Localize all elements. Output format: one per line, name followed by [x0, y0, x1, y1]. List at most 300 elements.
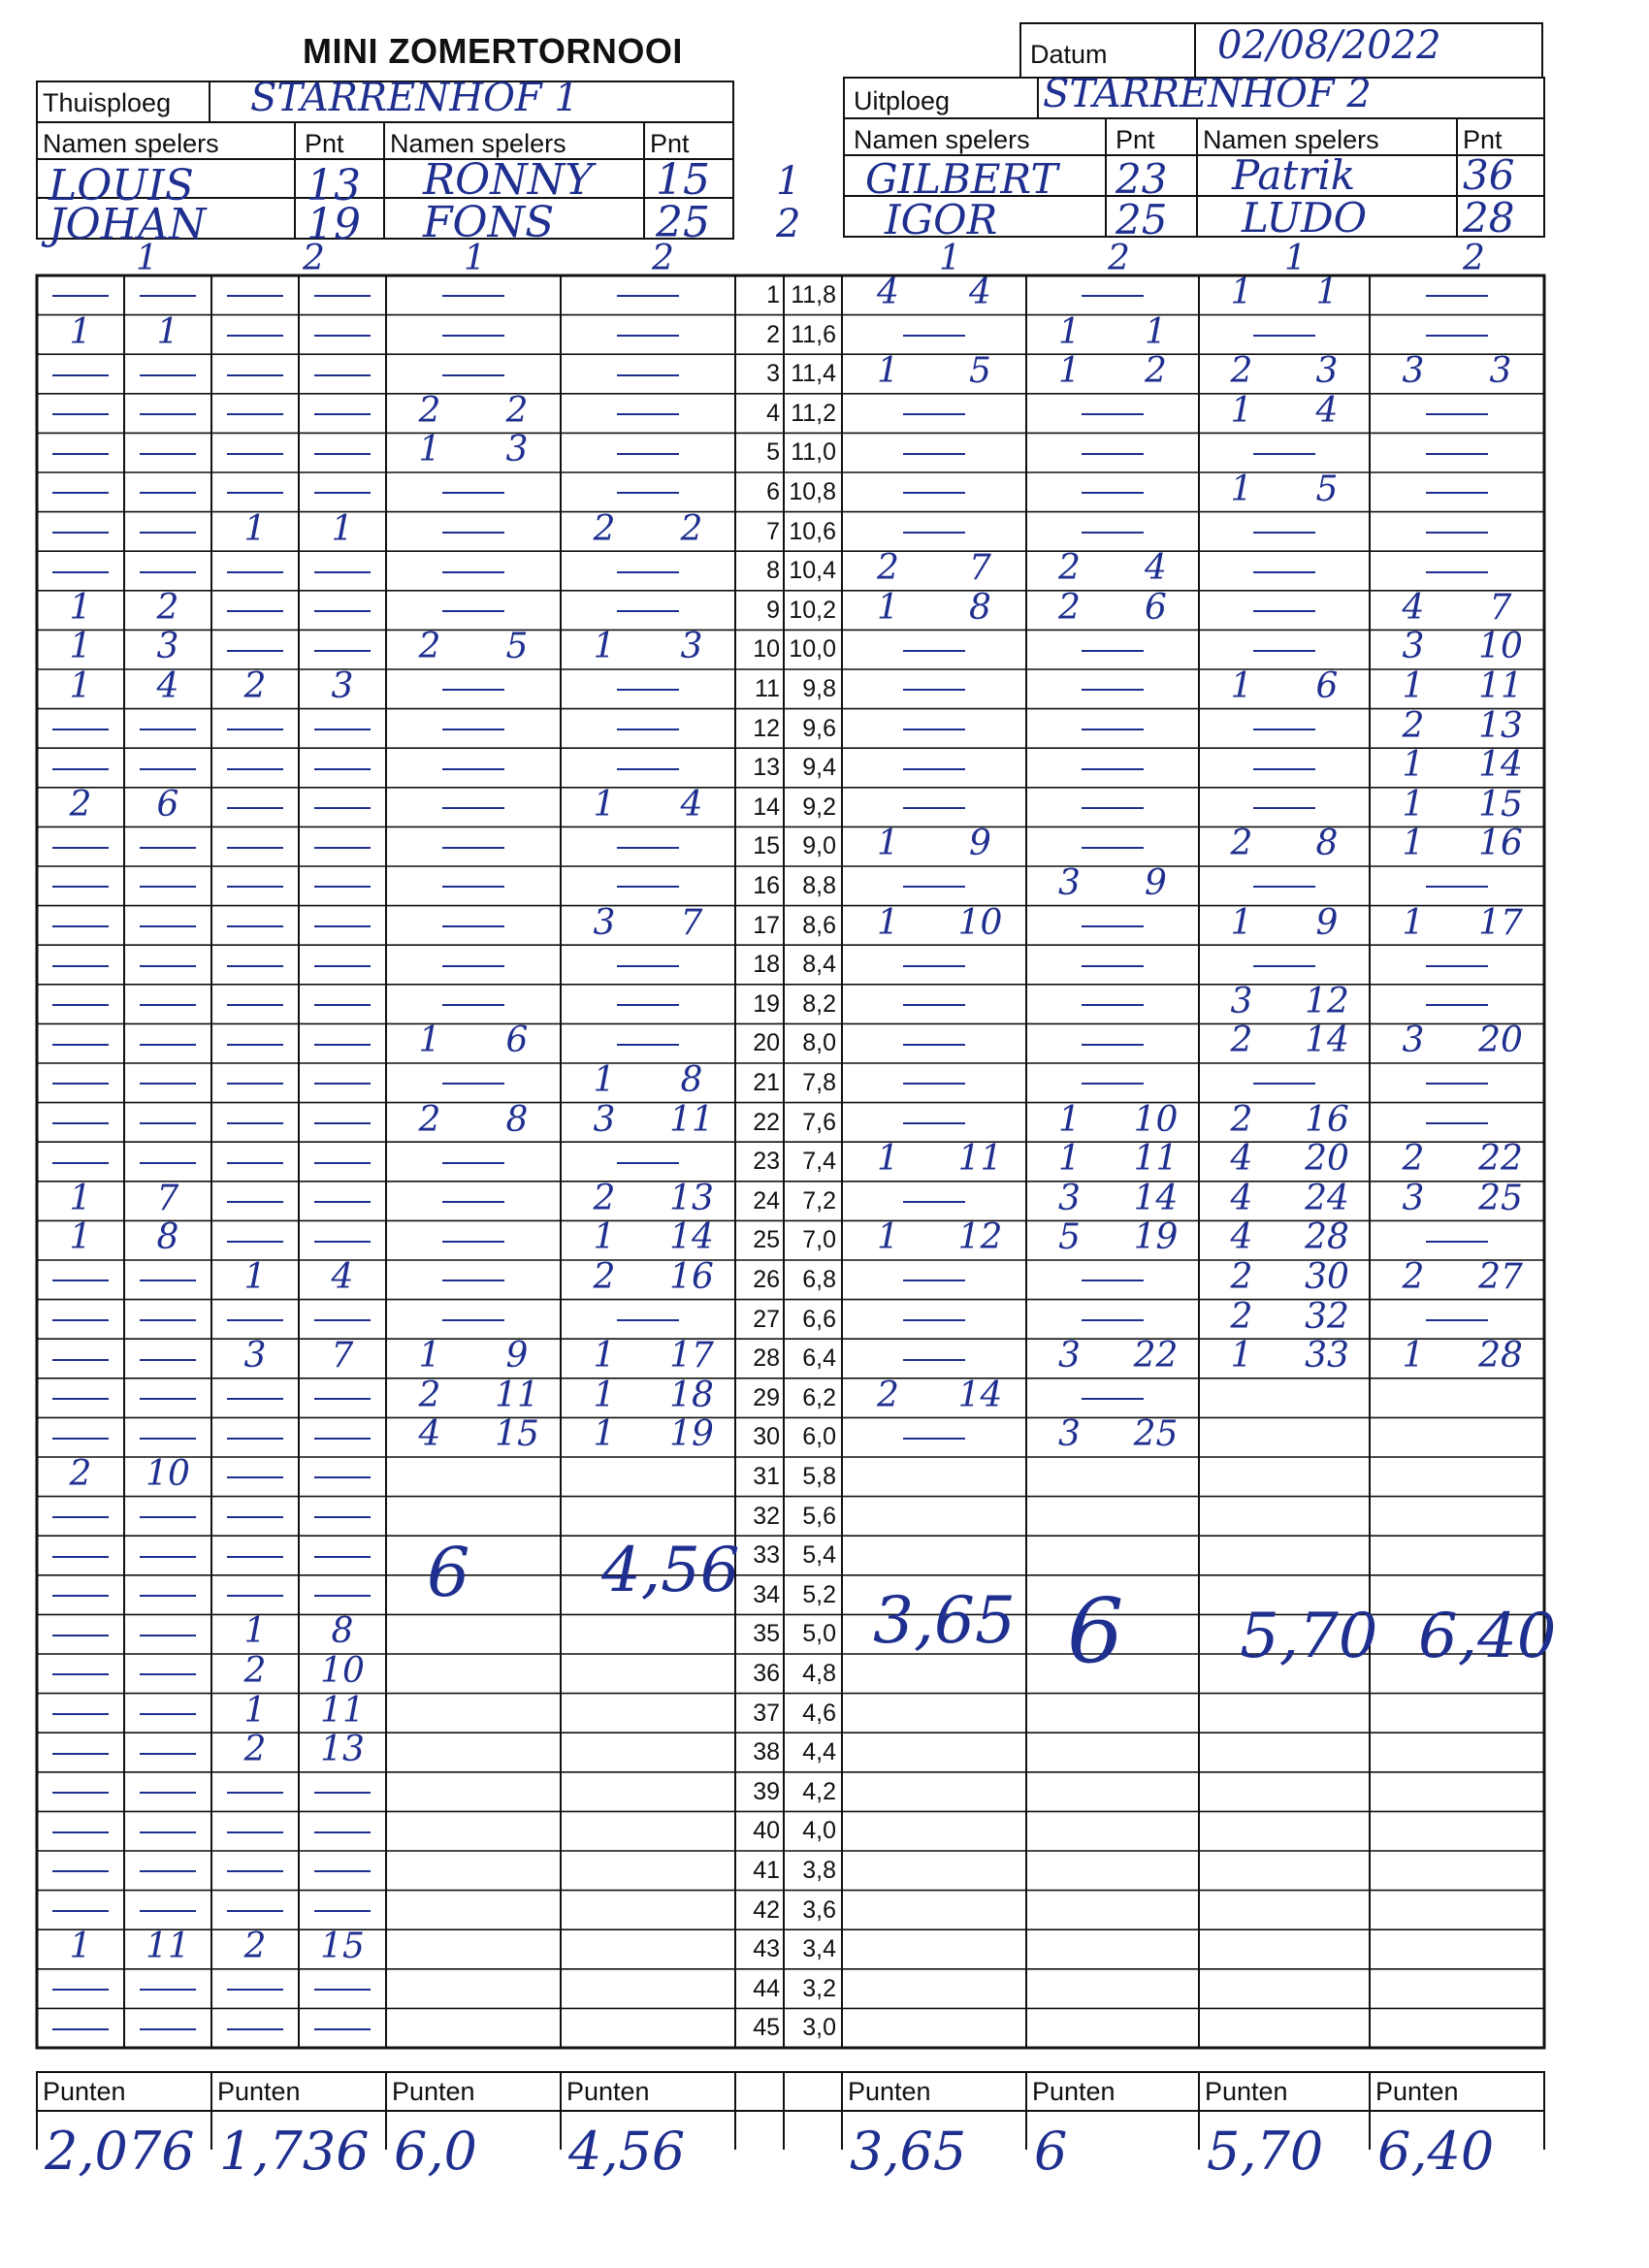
home-names-label-left: Namen spelers	[43, 129, 219, 158]
home-player-2-left: JOHAN	[48, 200, 207, 249]
dash-mark	[140, 1044, 196, 1046]
row-factor: 4,4	[802, 1738, 836, 1766]
score-entry-total: 11	[1478, 666, 1523, 706]
score-entry-count: 1	[1058, 1099, 1081, 1140]
average-1: 6	[427, 1533, 470, 1612]
row-factor: 3,4	[802, 1935, 836, 1963]
score-entry-total: 27	[1478, 1257, 1523, 1297]
dash-mark	[1426, 1241, 1488, 1243]
row-number: 26	[753, 1266, 780, 1293]
score-entry-total: 5	[505, 627, 529, 667]
sub-header-1: 1	[136, 239, 158, 278]
dash-mark	[227, 1083, 283, 1085]
dash-mark	[140, 1004, 196, 1006]
dash-mark	[1082, 1398, 1144, 1400]
away-pnt-label-left: Pnt	[1116, 125, 1155, 154]
score-entry-count: 2	[69, 784, 92, 825]
score-entry-count: 1	[69, 587, 92, 628]
row-factor: 3,8	[802, 1857, 836, 1884]
dash-mark	[227, 925, 283, 927]
average-4: 6	[1067, 1579, 1124, 1683]
row-number: 5	[766, 438, 780, 467]
dash-mark	[227, 1201, 283, 1203]
row-number: 36	[753, 1660, 780, 1687]
dash-mark	[140, 1831, 196, 1833]
row-number: 45	[753, 2014, 780, 2042]
score-entry-count: 2	[243, 1927, 267, 1967]
thuisploeg-label: Thuisploeg	[43, 88, 172, 117]
dash-mark	[903, 532, 965, 534]
score-entry-total: 22	[1133, 1336, 1179, 1377]
score-entry-count: 5	[1058, 1217, 1081, 1258]
score-entry-count: 1	[1058, 311, 1081, 352]
punten-total-1: 2,076	[45, 2121, 195, 2182]
dash-mark	[1253, 768, 1315, 770]
row-number: 22	[753, 1108, 780, 1136]
score-entry-count: 2	[1230, 351, 1253, 392]
row-number: 13	[753, 754, 780, 782]
score-entry-count: 1	[69, 1178, 92, 1218]
score-entry-total: 14	[957, 1375, 1003, 1415]
punten-total-5: 3,65	[850, 2121, 967, 2182]
punten-label-6: Punten	[1032, 2077, 1116, 2106]
row-factor: 10,6	[789, 517, 836, 545]
dash-mark	[52, 1438, 109, 1440]
dash-mark	[140, 1438, 196, 1440]
home-player-1-right-pnt: 15	[656, 155, 710, 205]
dash-mark	[314, 374, 371, 376]
dash-mark	[617, 689, 679, 691]
score-entry-count: 2	[243, 666, 267, 706]
score-entry-count: 4	[1230, 1178, 1253, 1218]
score-entry-count: 2	[593, 1257, 616, 1297]
dash-mark	[52, 295, 109, 297]
score-entry-count: 1	[593, 1060, 616, 1100]
score-entry-count: 1	[1402, 784, 1425, 825]
score-entry-total: 30	[1305, 1257, 1349, 1297]
dash-mark	[1082, 965, 1144, 967]
dash-mark	[617, 335, 679, 337]
dash-mark	[314, 1201, 371, 1203]
dash-mark	[52, 1004, 109, 1006]
dash-mark	[314, 1910, 371, 1912]
score-entry-count: 2	[1402, 1139, 1425, 1180]
datum-label: Datum	[1030, 40, 1108, 69]
dash-mark	[227, 1122, 283, 1124]
row-factor: 5,0	[802, 1620, 836, 1648]
dash-mark	[227, 571, 283, 573]
dash-mark	[314, 847, 371, 849]
dash-mark	[227, 453, 283, 455]
score-entry-total: 7	[156, 1178, 179, 1218]
score-entry-count: 3	[1402, 1178, 1425, 1218]
dash-mark	[1082, 413, 1144, 415]
dash-mark	[314, 453, 371, 455]
row-number: 8	[766, 557, 780, 585]
dash-mark	[140, 965, 196, 967]
dash-mark	[227, 2028, 283, 2030]
dash-mark	[1426, 1319, 1488, 1321]
score-entry-total: 6	[1145, 587, 1167, 628]
dash-mark	[227, 374, 283, 376]
score-entry-count: 1	[1058, 1139, 1081, 1180]
dash-mark	[617, 295, 679, 297]
score-entry-count: 1	[593, 1217, 616, 1258]
dash-mark	[140, 295, 196, 297]
score-entry-count: 1	[1230, 902, 1253, 943]
score-entry-total: 25	[1478, 1178, 1523, 1218]
dash-mark	[52, 1713, 109, 1715]
dash-mark	[1082, 768, 1144, 770]
row-number: 42	[753, 1895, 780, 1924]
score-entry-total: 19	[1133, 1217, 1179, 1258]
punten-label-4: Punten	[566, 2077, 650, 2106]
dash-mark	[442, 1083, 504, 1085]
dash-mark	[227, 610, 283, 612]
score-entry-total: 25	[1133, 1414, 1179, 1455]
score-entry-count: 1	[69, 1927, 92, 1967]
dash-mark	[52, 2028, 109, 2030]
dash-mark	[140, 1910, 196, 1912]
row-factor: 7,4	[802, 1148, 836, 1176]
dash-mark	[617, 374, 679, 376]
row-factor: 9,6	[802, 714, 836, 742]
score-entry-count: 1	[1402, 666, 1425, 706]
score-entry-count: 1	[418, 430, 441, 470]
row-number: 43	[753, 1935, 780, 1963]
score-entry-total: 11	[320, 1690, 365, 1731]
dash-mark	[903, 1359, 965, 1361]
sub-header-6: 2	[1108, 239, 1130, 278]
dash-mark	[227, 886, 283, 888]
dash-mark	[52, 1910, 109, 1912]
dash-mark	[442, 1201, 504, 1203]
dash-mark	[227, 1910, 283, 1912]
dash-mark	[140, 413, 196, 415]
row-number: 6	[766, 478, 780, 505]
score-entry-total: 10	[1478, 627, 1523, 667]
dash-mark	[442, 925, 504, 927]
score-entry-count: 2	[1058, 587, 1081, 628]
score-entry-count: 2	[243, 1730, 267, 1770]
dash-mark	[314, 1162, 371, 1164]
score-entry-total: 4	[1145, 548, 1167, 589]
row-number: 34	[753, 1580, 780, 1608]
row-number: 19	[753, 989, 780, 1018]
score-entry-total: 11	[1133, 1139, 1179, 1180]
dash-mark	[314, 1556, 371, 1558]
away-names-label-left: Namen spelers	[854, 125, 1030, 154]
dash-mark	[1253, 335, 1315, 337]
dash-mark	[314, 729, 371, 730]
row-factor: 7,0	[802, 1226, 836, 1254]
dash-mark	[903, 492, 965, 494]
score-entry-total: 20	[1305, 1139, 1349, 1180]
row-factor: 9,8	[802, 675, 836, 702]
dash-mark	[1082, 1280, 1144, 1281]
dash-mark	[52, 1792, 109, 1794]
dash-mark	[140, 1595, 196, 1597]
score-entry-count: 1	[593, 784, 616, 825]
dash-mark	[1082, 295, 1144, 297]
row-number: 37	[753, 1699, 780, 1727]
dash-mark	[903, 886, 965, 888]
dash-mark	[903, 768, 965, 770]
dash-mark	[52, 965, 109, 967]
score-entry-total: 8	[969, 587, 991, 628]
dash-mark	[140, 1319, 196, 1321]
row-number: 1	[766, 281, 780, 308]
dash-mark	[903, 650, 965, 652]
score-entry-count: 3	[1058, 1178, 1081, 1218]
row-factor: 10,4	[789, 557, 836, 585]
dash-mark	[227, 1870, 283, 1872]
thuisploeg-value: STARRENHOF 1	[250, 76, 579, 120]
score-entry-count: 2	[69, 1454, 92, 1494]
row-marker-2: 2	[776, 202, 801, 246]
score-entry-count: 1	[593, 1375, 616, 1415]
score-entry-count: 4	[1402, 587, 1425, 628]
home-player-1-right: RONNY	[423, 155, 594, 205]
away-names-label-right: Namen spelers	[1203, 125, 1379, 154]
dash-mark	[52, 1870, 109, 1872]
score-entry-count: 1	[1230, 470, 1253, 509]
score-entry-total: 9	[1145, 863, 1167, 903]
dash-mark	[903, 1122, 965, 1124]
away-player-2-right-pnt: 28	[1463, 194, 1515, 242]
score-entry-count: 1	[418, 1021, 441, 1061]
dash-mark	[314, 1870, 371, 1872]
away-player-1-right: Patrik	[1232, 151, 1356, 199]
dash-mark	[1082, 925, 1144, 927]
sub-header-4: 2	[652, 239, 674, 278]
dash-mark	[227, 1241, 283, 1243]
dash-mark	[617, 1162, 679, 1164]
score-entry-total: 11	[495, 1375, 539, 1415]
dash-mark	[1426, 295, 1488, 297]
score-entry-total: 2	[505, 390, 529, 431]
dash-mark	[1082, 689, 1144, 691]
dash-mark	[227, 1476, 283, 1478]
sub-header-2: 2	[303, 239, 325, 278]
dash-mark	[617, 886, 679, 888]
dash-mark	[617, 1044, 679, 1046]
dash-mark	[227, 847, 283, 849]
score-entry-count: 2	[877, 548, 899, 589]
dash-mark	[442, 610, 504, 612]
dash-mark	[442, 1241, 504, 1243]
punten-label-3: Punten	[392, 2077, 475, 2106]
home-names-label-right: Namen spelers	[390, 129, 566, 158]
dash-mark	[1426, 571, 1488, 573]
score-entry-total: 33	[1305, 1336, 1349, 1377]
row-factor: 4,8	[802, 1660, 836, 1687]
score-entry-count: 2	[593, 1178, 616, 1218]
row-factor: 9,2	[802, 793, 836, 821]
dash-mark	[314, 413, 371, 415]
home-player-2-left-pnt: 19	[307, 200, 361, 249]
score-entry-total: 6	[505, 1021, 529, 1061]
row-factor: 11,6	[791, 320, 836, 348]
dash-mark	[52, 1516, 109, 1518]
score-entry-total: 8	[680, 1060, 703, 1100]
dash-mark	[1426, 335, 1488, 337]
dash-mark	[903, 1004, 965, 1006]
row-factor: 6,0	[802, 1423, 836, 1451]
row-factor: 10,8	[789, 478, 836, 505]
dash-mark	[314, 1438, 371, 1440]
dash-mark	[227, 729, 283, 730]
dash-mark	[140, 1162, 196, 1164]
dash-mark	[52, 492, 109, 494]
score-entry-count: 2	[418, 1375, 441, 1415]
dash-mark	[140, 2028, 196, 2030]
away-player-1-left-pnt: 23	[1116, 155, 1168, 203]
score-entry-total: 8	[505, 1099, 529, 1140]
dash-mark	[52, 886, 109, 888]
score-entry-total: 4	[969, 273, 991, 312]
score-entry-total: 15	[1478, 784, 1523, 825]
score-entry-total: 18	[669, 1375, 714, 1415]
dash-mark	[52, 532, 109, 534]
row-factor: 9,4	[802, 754, 836, 782]
dash-mark	[140, 374, 196, 376]
score-entry-count: 2	[418, 627, 441, 667]
score-entry-count: 1	[1402, 745, 1425, 786]
dash-mark	[314, 1831, 371, 1833]
average-3: 3,65	[873, 1583, 1016, 1658]
sub-header-8: 2	[1463, 239, 1485, 278]
dash-mark	[442, 532, 504, 534]
away-player-2-right: LUDO	[1242, 194, 1368, 242]
row-number: 38	[753, 1738, 780, 1766]
dash-mark	[314, 1044, 371, 1046]
dash-mark	[1253, 807, 1315, 809]
dash-mark	[1082, 1319, 1144, 1321]
score-entry-count: 1	[1402, 1336, 1425, 1377]
score-entry-total: 6	[156, 784, 179, 825]
sub-header-5: 1	[939, 239, 961, 278]
row-number: 16	[753, 872, 780, 899]
score-entry-count: 1	[69, 627, 92, 667]
score-entry-count: 1	[1230, 273, 1253, 312]
row-number: 15	[753, 832, 780, 860]
dash-mark	[52, 1280, 109, 1281]
score-entry-count: 1	[877, 351, 899, 392]
dash-mark	[1253, 610, 1315, 612]
dash-mark	[1253, 453, 1315, 455]
dash-mark	[903, 1044, 965, 1046]
dash-mark	[227, 1162, 283, 1164]
dash-mark	[140, 729, 196, 730]
score-entry-total: 8	[331, 1611, 354, 1652]
row-number: 24	[753, 1186, 780, 1215]
row-factor: 4,2	[802, 1777, 836, 1805]
row-number: 31	[753, 1463, 780, 1490]
dash-mark	[442, 689, 504, 691]
dash-mark	[442, 729, 504, 730]
row-factor: 10,2	[789, 596, 836, 624]
row-number: 17	[753, 911, 780, 939]
dash-mark	[617, 492, 679, 494]
dash-mark	[314, 1595, 371, 1597]
score-entry-count: 4	[877, 273, 899, 312]
score-entry-total: 13	[320, 1730, 365, 1770]
dash-mark	[140, 1556, 196, 1558]
dash-mark	[227, 650, 283, 652]
dash-mark	[140, 1398, 196, 1400]
row-factor: 11,0	[791, 438, 836, 467]
dash-mark	[227, 1556, 283, 1558]
dash-mark	[1426, 492, 1488, 494]
dash-mark	[617, 768, 679, 770]
score-entry-total: 16	[1478, 824, 1523, 864]
row-number: 28	[753, 1345, 780, 1373]
dash-mark	[1426, 1083, 1488, 1085]
score-entry-count: 1	[1230, 1336, 1253, 1377]
score-entry-total: 7	[331, 1336, 354, 1377]
dash-mark	[140, 1635, 196, 1636]
score-entry-total: 11	[669, 1099, 714, 1140]
row-factor: 11,4	[791, 360, 836, 388]
row-factor: 8,8	[802, 872, 836, 899]
score-entry-total: 4	[331, 1257, 354, 1297]
score-entry-count: 2	[418, 390, 441, 431]
dash-mark	[903, 729, 965, 730]
average-5: 5,70	[1240, 1601, 1378, 1672]
dash-mark	[227, 768, 283, 770]
row-factor: 9,0	[802, 832, 836, 860]
dash-mark	[1082, 1004, 1144, 1006]
dash-mark	[314, 965, 371, 967]
home-player-1-left-pnt: 13	[307, 161, 361, 211]
score-entry-count: 3	[593, 1099, 616, 1140]
score-entry-count: 1	[69, 666, 92, 706]
row-factor: 5,8	[802, 1463, 836, 1490]
dash-mark	[140, 847, 196, 849]
row-number: 2	[766, 320, 780, 348]
row-number: 41	[753, 1857, 780, 1884]
away-player-2-left: IGOR	[885, 196, 998, 243]
dash-mark	[442, 1162, 504, 1164]
punten-label-2: Punten	[217, 2077, 301, 2106]
home-pnt-label-right: Pnt	[650, 129, 690, 158]
dash-mark	[140, 492, 196, 494]
dash-mark	[314, 925, 371, 927]
score-entry-count: 2	[1402, 1257, 1425, 1297]
row-number: 20	[753, 1029, 780, 1057]
score-entry-count: 1	[877, 1217, 899, 1258]
score-entry-count: 1	[593, 1336, 616, 1377]
score-entry-total: 7	[1489, 587, 1512, 628]
dash-mark	[903, 413, 965, 415]
dash-mark	[52, 768, 109, 770]
dash-mark	[140, 1122, 196, 1124]
dash-mark	[140, 925, 196, 927]
score-entry-total: 28	[1478, 1336, 1523, 1377]
dash-mark	[140, 571, 196, 573]
score-entry-count: 1	[418, 1336, 441, 1377]
dash-mark	[140, 1280, 196, 1281]
score-entry-total: 5	[969, 351, 991, 392]
row-number: 12	[753, 714, 780, 742]
dash-mark	[52, 729, 109, 730]
row-marker-1: 1	[776, 159, 801, 204]
dash-mark	[140, 1753, 196, 1755]
score-entry-total: 15	[495, 1414, 539, 1455]
score-entry-total: 11	[957, 1139, 1003, 1180]
score-entry-count: 1	[593, 627, 616, 667]
